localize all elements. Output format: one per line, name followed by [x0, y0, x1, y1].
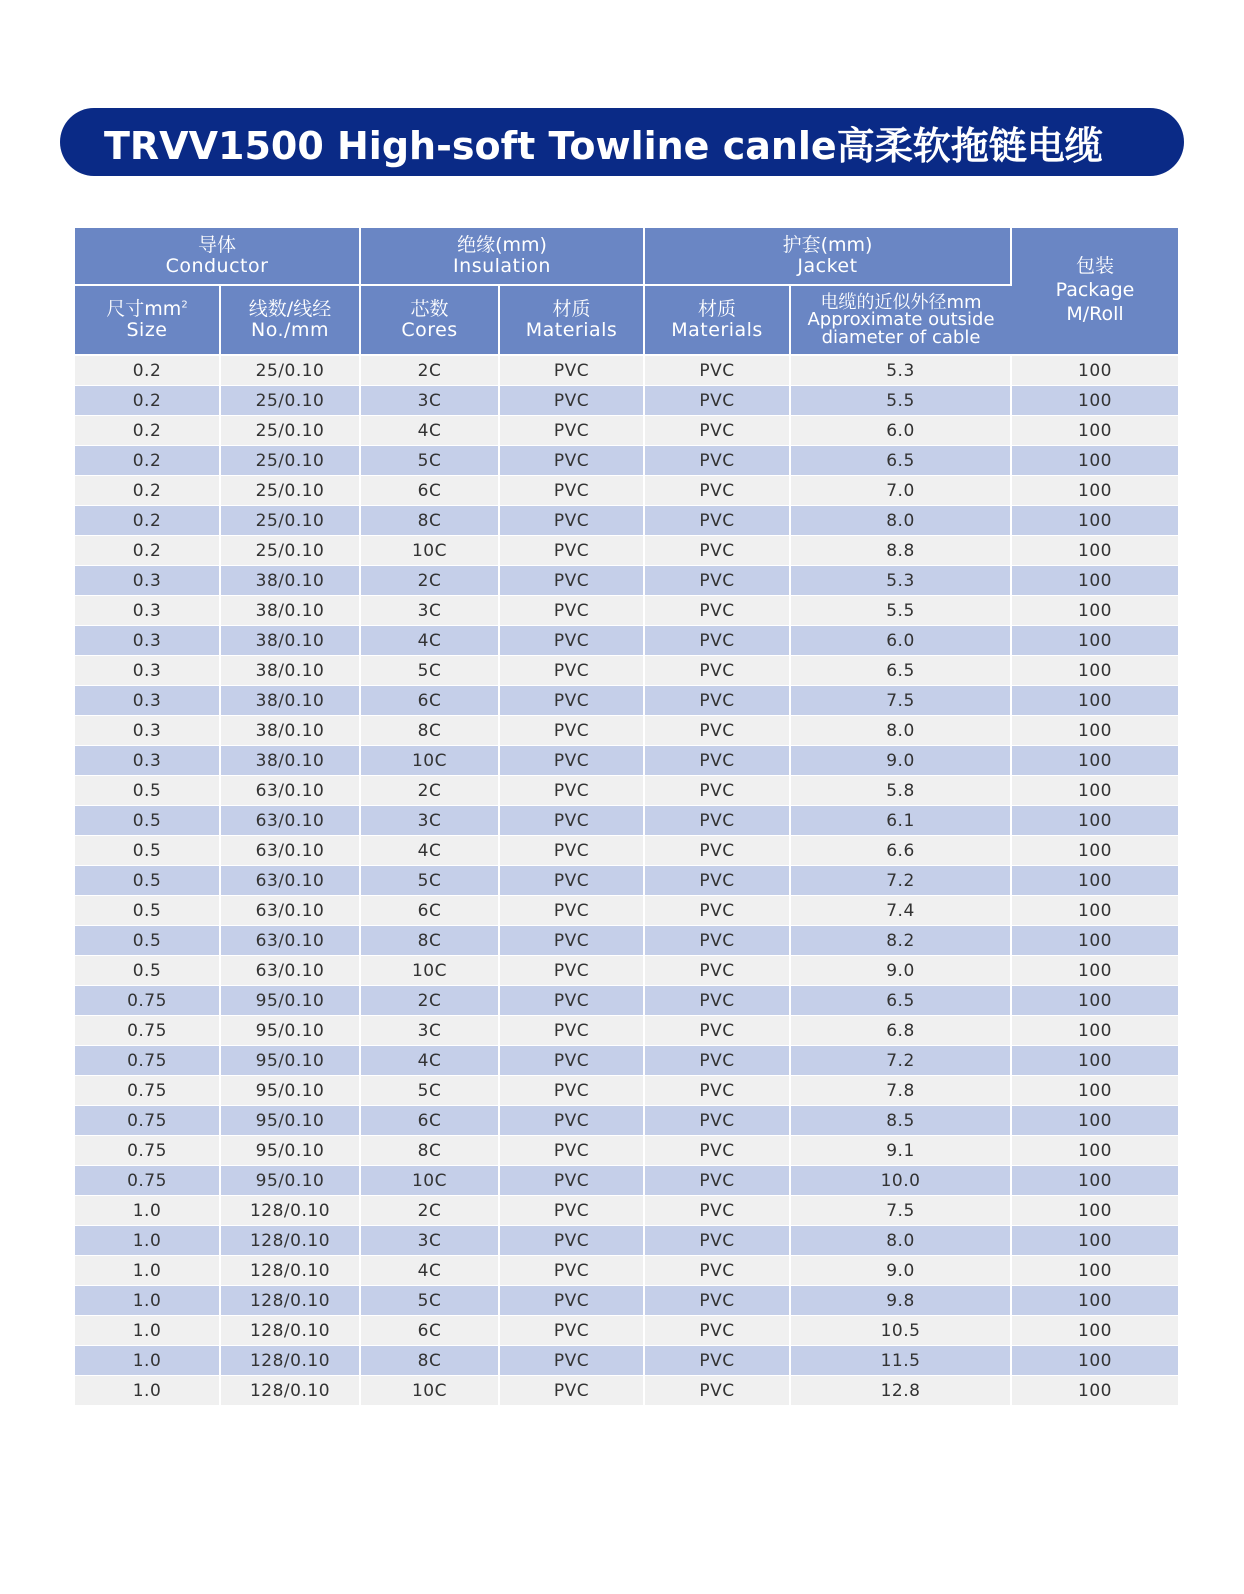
cell-size: 0.75 — [75, 1016, 220, 1046]
cell-diameter: 10.0 — [790, 1166, 1011, 1196]
cell-cores: 2C — [360, 986, 499, 1016]
cell-diameter: 5.5 — [790, 386, 1011, 416]
cell-jacket-material: PVC — [644, 806, 790, 836]
cell-jacket-material: PVC — [644, 386, 790, 416]
table-row — [75, 656, 1178, 686]
table-row — [75, 536, 1178, 566]
cell-cores: 8C — [360, 1136, 499, 1166]
cell-strands: 95/0.10 — [220, 1076, 360, 1106]
table-row — [75, 355, 1178, 386]
cell-insulation-material: PVC — [499, 746, 644, 776]
cell-cores: 4C — [360, 1046, 499, 1076]
cell-insulation-material: PVC — [499, 656, 644, 686]
cell-cores: 5C — [360, 446, 499, 476]
cell-cores: 8C — [360, 716, 499, 746]
cell-jacket-material: PVC — [644, 1016, 790, 1046]
cell-package: 100 — [1011, 355, 1178, 386]
table-row — [75, 716, 1178, 746]
cell-jacket-material: PVC — [644, 686, 790, 716]
cell-jacket-material: PVC — [644, 1286, 790, 1316]
cell-package: 100 — [1011, 506, 1178, 536]
header-row-groups — [75, 228, 1178, 285]
cell-jacket-material: PVC — [644, 1166, 790, 1196]
header-diameter: 电缆的近似外径mm Approximate outside diameter of cable — [790, 285, 1011, 355]
table-row — [75, 1196, 1178, 1226]
cell-diameter: 5.5 — [790, 596, 1011, 626]
cell-diameter: 6.1 — [790, 806, 1011, 836]
cell-size: 0.2 — [75, 386, 220, 416]
cell-package: 100 — [1011, 1376, 1178, 1406]
cell-jacket-material: PVC — [644, 626, 790, 656]
cell-jacket-material: PVC — [644, 1106, 790, 1136]
cell-jacket-material: PVC — [644, 716, 790, 746]
cell-jacket-material: PVC — [644, 1316, 790, 1346]
cell-cores: 4C — [360, 626, 499, 656]
table-row — [75, 446, 1178, 476]
cell-cores: 3C — [360, 596, 499, 626]
cell-insulation-material: PVC — [499, 446, 644, 476]
cell-diameter: 7.4 — [790, 896, 1011, 926]
cell-size: 0.2 — [75, 506, 220, 536]
cell-jacket-material: PVC — [644, 476, 790, 506]
cell-package: 100 — [1011, 626, 1178, 656]
cell-jacket-material: PVC — [644, 1256, 790, 1286]
cell-strands: 63/0.10 — [220, 836, 360, 866]
cell-package: 100 — [1011, 1106, 1178, 1136]
cell-strands: 38/0.10 — [220, 656, 360, 686]
cell-diameter: 9.1 — [790, 1136, 1011, 1166]
header-cores: 芯数 Cores — [360, 285, 499, 355]
header-jacket: 护套(mm) Jacket — [644, 228, 1011, 285]
cell-jacket-material: PVC — [644, 836, 790, 866]
cell-cores: 5C — [360, 866, 499, 896]
cell-size: 0.75 — [75, 1046, 220, 1076]
cell-diameter: 8.8 — [790, 536, 1011, 566]
cell-strands: 95/0.10 — [220, 986, 360, 1016]
cell-cores: 5C — [360, 1076, 499, 1106]
cell-strands: 128/0.10 — [220, 1286, 360, 1316]
table-row — [75, 626, 1178, 656]
cell-strands: 25/0.10 — [220, 506, 360, 536]
cell-size: 0.2 — [75, 536, 220, 566]
cell-package: 100 — [1011, 416, 1178, 446]
cell-size: 1.0 — [75, 1316, 220, 1346]
cell-diameter: 8.2 — [790, 926, 1011, 956]
cell-package: 100 — [1011, 1226, 1178, 1256]
cell-diameter: 9.0 — [790, 1256, 1011, 1286]
cell-insulation-material: PVC — [499, 926, 644, 956]
cell-cores: 8C — [360, 506, 499, 536]
table-row — [75, 1016, 1178, 1046]
cell-cores: 6C — [360, 476, 499, 506]
cell-package: 100 — [1011, 806, 1178, 836]
cell-insulation-material: PVC — [499, 1256, 644, 1286]
cell-cores: 2C — [360, 776, 499, 806]
cell-strands: 128/0.10 — [220, 1316, 360, 1346]
page-title: TRVV1500 High-soft Towline canle高柔软拖链电缆 — [104, 123, 1103, 168]
table-row — [75, 1316, 1178, 1346]
cell-diameter: 8.5 — [790, 1106, 1011, 1136]
cell-package: 100 — [1011, 866, 1178, 896]
cell-cores: 4C — [360, 836, 499, 866]
cell-cores: 4C — [360, 416, 499, 446]
cell-strands: 38/0.10 — [220, 626, 360, 656]
cell-jacket-material: PVC — [644, 656, 790, 686]
cell-package: 100 — [1011, 1316, 1178, 1346]
cell-diameter: 6.5 — [790, 656, 1011, 686]
cell-jacket-material: PVC — [644, 416, 790, 446]
cell-strands: 95/0.10 — [220, 1106, 360, 1136]
table-row — [75, 926, 1178, 956]
cell-strands: 63/0.10 — [220, 806, 360, 836]
cell-package: 100 — [1011, 1256, 1178, 1286]
cell-cores: 2C — [360, 566, 499, 596]
cell-package: 100 — [1011, 1286, 1178, 1316]
cell-package: 100 — [1011, 956, 1178, 986]
cell-cores: 2C — [360, 1196, 499, 1226]
table-row — [75, 476, 1178, 506]
table-row — [75, 416, 1178, 446]
cell-insulation-material: PVC — [499, 896, 644, 926]
cell-size: 0.3 — [75, 686, 220, 716]
cell-strands: 25/0.10 — [220, 446, 360, 476]
cell-size: 1.0 — [75, 1376, 220, 1406]
cell-strands: 38/0.10 — [220, 596, 360, 626]
cell-strands: 25/0.10 — [220, 476, 360, 506]
table-row — [75, 1046, 1178, 1076]
cell-package: 100 — [1011, 536, 1178, 566]
cell-size: 0.3 — [75, 566, 220, 596]
cell-package: 100 — [1011, 1346, 1178, 1376]
cell-strands: 25/0.10 — [220, 355, 360, 386]
cell-size: 0.2 — [75, 476, 220, 506]
cell-size: 0.5 — [75, 806, 220, 836]
cell-insulation-material: PVC — [499, 416, 644, 446]
cell-package: 100 — [1011, 1196, 1178, 1226]
cell-strands: 95/0.10 — [220, 1016, 360, 1046]
cell-jacket-material: PVC — [644, 956, 790, 986]
cell-insulation-material: PVC — [499, 716, 644, 746]
cell-insulation-material: PVC — [499, 506, 644, 536]
cell-diameter: 9.0 — [790, 746, 1011, 776]
table-row — [75, 956, 1178, 986]
cell-diameter: 6.8 — [790, 1016, 1011, 1046]
cell-cores: 5C — [360, 1286, 499, 1316]
cell-package: 100 — [1011, 986, 1178, 1016]
cell-strands: 128/0.10 — [220, 1256, 360, 1286]
table-row — [75, 1376, 1178, 1406]
cell-size: 0.75 — [75, 986, 220, 1016]
table-row — [75, 896, 1178, 926]
cell-insulation-material: PVC — [499, 1016, 644, 1046]
header-package: 包装 Package M/Roll — [1011, 228, 1178, 355]
cell-diameter: 7.2 — [790, 866, 1011, 896]
cell-diameter: 5.3 — [790, 355, 1011, 386]
cell-jacket-material: PVC — [644, 896, 790, 926]
cell-strands: 128/0.10 — [220, 1196, 360, 1226]
cell-cores: 10C — [360, 536, 499, 566]
table-row — [75, 776, 1178, 806]
cell-strands: 95/0.10 — [220, 1046, 360, 1076]
cell-jacket-material: PVC — [644, 866, 790, 896]
cell-package: 100 — [1011, 926, 1178, 956]
cell-diameter: 8.0 — [790, 506, 1011, 536]
cell-insulation-material: PVC — [499, 1226, 644, 1256]
cell-size: 1.0 — [75, 1286, 220, 1316]
table-row — [75, 1166, 1178, 1196]
cell-package: 100 — [1011, 746, 1178, 776]
header-insulation: 绝缘(mm) Insulation — [360, 228, 644, 285]
cell-size: 0.5 — [75, 896, 220, 926]
cell-jacket-material: PVC — [644, 1346, 790, 1376]
cell-strands: 128/0.10 — [220, 1226, 360, 1256]
cell-jacket-material: PVC — [644, 1226, 790, 1256]
cell-insulation-material: PVC — [499, 386, 644, 416]
cell-cores: 3C — [360, 806, 499, 836]
header-size: 尺寸$mm^2$ Size — [75, 285, 220, 355]
cell-cores: 10C — [360, 1376, 499, 1406]
table-row — [75, 1106, 1178, 1136]
table-row — [75, 596, 1178, 626]
cell-diameter: 7.0 — [790, 476, 1011, 506]
cell-insulation-material: PVC — [499, 1136, 644, 1166]
header-jacket-material: 材质 Materials — [644, 285, 790, 355]
cell-cores: 8C — [360, 926, 499, 956]
cell-cores: 10C — [360, 1166, 499, 1196]
cell-insulation-material: PVC — [499, 596, 644, 626]
cell-cores: 5C — [360, 656, 499, 686]
spec-table — [75, 228, 1178, 1406]
table-row — [75, 566, 1178, 596]
cell-insulation-material: PVC — [499, 355, 644, 386]
cell-jacket-material: PVC — [644, 1046, 790, 1076]
cell-insulation-material: PVC — [499, 566, 644, 596]
cell-size: 0.75 — [75, 1136, 220, 1166]
cell-size: 0.3 — [75, 596, 220, 626]
cell-strands: 38/0.10 — [220, 746, 360, 776]
cell-diameter: 8.0 — [790, 716, 1011, 746]
cell-diameter: 6.6 — [790, 836, 1011, 866]
table-row — [75, 1286, 1178, 1316]
cell-jacket-material: PVC — [644, 566, 790, 596]
cell-package: 100 — [1011, 386, 1178, 416]
cell-jacket-material: PVC — [644, 926, 790, 956]
cell-cores: 3C — [360, 1226, 499, 1256]
cell-size: 0.75 — [75, 1106, 220, 1136]
cell-cores: 6C — [360, 686, 499, 716]
cell-size: 0.75 — [75, 1076, 220, 1106]
header-conductor: 导体 Conductor — [75, 228, 360, 285]
cell-insulation-material: PVC — [499, 956, 644, 986]
cell-size: 0.2 — [75, 446, 220, 476]
cell-jacket-material: PVC — [644, 1076, 790, 1106]
table-row — [75, 1256, 1178, 1286]
cell-package: 100 — [1011, 596, 1178, 626]
cell-package: 100 — [1011, 656, 1178, 686]
cell-cores: 6C — [360, 896, 499, 926]
cell-cores: 3C — [360, 386, 499, 416]
table-row — [75, 746, 1178, 776]
cell-cores: 3C — [360, 1016, 499, 1046]
cell-insulation-material: PVC — [499, 1376, 644, 1406]
cell-insulation-material: PVC — [499, 1166, 644, 1196]
cell-strands: 95/0.10 — [220, 1136, 360, 1166]
cell-jacket-material: PVC — [644, 986, 790, 1016]
cell-package: 100 — [1011, 446, 1178, 476]
cell-insulation-material: PVC — [499, 1316, 644, 1346]
cell-diameter: 9.0 — [790, 956, 1011, 986]
cell-insulation-material: PVC — [499, 1346, 644, 1376]
cell-size: 1.0 — [75, 1196, 220, 1226]
cell-size: 0.3 — [75, 656, 220, 686]
cell-cores: 4C — [360, 1256, 499, 1286]
cell-size: 0.3 — [75, 716, 220, 746]
cell-diameter: 11.5 — [790, 1346, 1011, 1376]
cell-strands: 38/0.10 — [220, 686, 360, 716]
cell-jacket-material: PVC — [644, 446, 790, 476]
table-row — [75, 386, 1178, 416]
cell-diameter: 7.5 — [790, 1196, 1011, 1226]
cell-jacket-material: PVC — [644, 355, 790, 386]
cell-insulation-material: PVC — [499, 536, 644, 566]
cell-strands: 63/0.10 — [220, 776, 360, 806]
cell-strands: 128/0.10 — [220, 1376, 360, 1406]
cell-package: 100 — [1011, 1046, 1178, 1076]
cell-size: 0.2 — [75, 355, 220, 386]
cell-size: 0.5 — [75, 956, 220, 986]
cell-strands: 63/0.10 — [220, 896, 360, 926]
cell-diameter: 7.2 — [790, 1046, 1011, 1076]
table-row — [75, 1136, 1178, 1166]
cell-strands: 63/0.10 — [220, 926, 360, 956]
cell-jacket-material: PVC — [644, 596, 790, 626]
cell-diameter: 12.8 — [790, 1376, 1011, 1406]
cell-strands: 38/0.10 — [220, 716, 360, 746]
cell-strands: 38/0.10 — [220, 566, 360, 596]
cell-diameter: 5.3 — [790, 566, 1011, 596]
table-row — [75, 836, 1178, 866]
cell-insulation-material: PVC — [499, 686, 644, 716]
cell-strands: 25/0.10 — [220, 386, 360, 416]
cell-insulation-material: PVC — [499, 836, 644, 866]
cell-package: 100 — [1011, 896, 1178, 926]
cell-strands: 95/0.10 — [220, 1166, 360, 1196]
cell-size: 0.5 — [75, 836, 220, 866]
cell-insulation-material: PVC — [499, 1046, 644, 1076]
table-row — [75, 806, 1178, 836]
cell-package: 100 — [1011, 1166, 1178, 1196]
header-strands: 线数/线经 No./mm — [220, 285, 360, 355]
cell-cores: 6C — [360, 1316, 499, 1346]
cell-cores: 10C — [360, 746, 499, 776]
cell-package: 100 — [1011, 836, 1178, 866]
cell-size: 1.0 — [75, 1346, 220, 1376]
cell-package: 100 — [1011, 776, 1178, 806]
cell-jacket-material: PVC — [644, 776, 790, 806]
cell-size: 1.0 — [75, 1256, 220, 1286]
cell-diameter: 8.0 — [790, 1226, 1011, 1256]
cell-diameter: 6.5 — [790, 446, 1011, 476]
table-row — [75, 686, 1178, 716]
cell-jacket-material: PVC — [644, 746, 790, 776]
cell-insulation-material: PVC — [499, 476, 644, 506]
cell-strands: 25/0.10 — [220, 536, 360, 566]
cell-cores: 10C — [360, 956, 499, 986]
cell-diameter: 7.8 — [790, 1076, 1011, 1106]
table-row — [75, 1226, 1178, 1256]
cell-package: 100 — [1011, 566, 1178, 596]
cell-insulation-material: PVC — [499, 1196, 644, 1226]
cell-package: 100 — [1011, 1136, 1178, 1166]
table-row — [75, 986, 1178, 1016]
cell-package: 100 — [1011, 716, 1178, 746]
cell-size: 0.75 — [75, 1166, 220, 1196]
cell-insulation-material: PVC — [499, 776, 644, 806]
cell-insulation-material: PVC — [499, 866, 644, 896]
cell-jacket-material: PVC — [644, 536, 790, 566]
cell-size: 0.3 — [75, 626, 220, 656]
cell-insulation-material: PVC — [499, 986, 644, 1016]
cell-diameter: 9.8 — [790, 1286, 1011, 1316]
cell-cores: 8C — [360, 1346, 499, 1376]
cell-diameter: 6.0 — [790, 416, 1011, 446]
table-body — [75, 355, 1178, 1406]
cell-package: 100 — [1011, 1016, 1178, 1046]
cell-package: 100 — [1011, 476, 1178, 506]
cell-jacket-material: PVC — [644, 1136, 790, 1166]
cell-insulation-material: PVC — [499, 1106, 644, 1136]
cell-diameter: 6.0 — [790, 626, 1011, 656]
cell-strands: 25/0.10 — [220, 416, 360, 446]
cell-insulation-material: PVC — [499, 806, 644, 836]
cell-insulation-material: PVC — [499, 1076, 644, 1106]
cell-diameter: 7.5 — [790, 686, 1011, 716]
cell-strands: 128/0.10 — [220, 1346, 360, 1376]
cell-insulation-material: PVC — [499, 1286, 644, 1316]
title-banner — [60, 108, 1184, 176]
header-insulation-material: 材质 Materials — [499, 285, 644, 355]
cell-size: 0.5 — [75, 926, 220, 956]
cell-package: 100 — [1011, 1076, 1178, 1106]
cell-insulation-material: PVC — [499, 626, 644, 656]
cell-strands: 63/0.10 — [220, 956, 360, 986]
cell-size: 0.3 — [75, 746, 220, 776]
cell-package: 100 — [1011, 686, 1178, 716]
cell-diameter: 10.5 — [790, 1316, 1011, 1346]
cell-strands: 63/0.10 — [220, 866, 360, 896]
table-row — [75, 866, 1178, 896]
cell-size: 0.2 — [75, 416, 220, 446]
cell-size: 0.5 — [75, 776, 220, 806]
cell-jacket-material: PVC — [644, 1376, 790, 1406]
table-row — [75, 1076, 1178, 1106]
table-row — [75, 506, 1178, 536]
cell-cores: 6C — [360, 1106, 499, 1136]
cell-cores: 2C — [360, 355, 499, 386]
table-row — [75, 1346, 1178, 1376]
cell-diameter: 6.5 — [790, 986, 1011, 1016]
cell-diameter: 5.8 — [790, 776, 1011, 806]
cell-size: 0.5 — [75, 866, 220, 896]
cell-size: 1.0 — [75, 1226, 220, 1256]
cell-jacket-material: PVC — [644, 506, 790, 536]
cell-jacket-material: PVC — [644, 1196, 790, 1226]
